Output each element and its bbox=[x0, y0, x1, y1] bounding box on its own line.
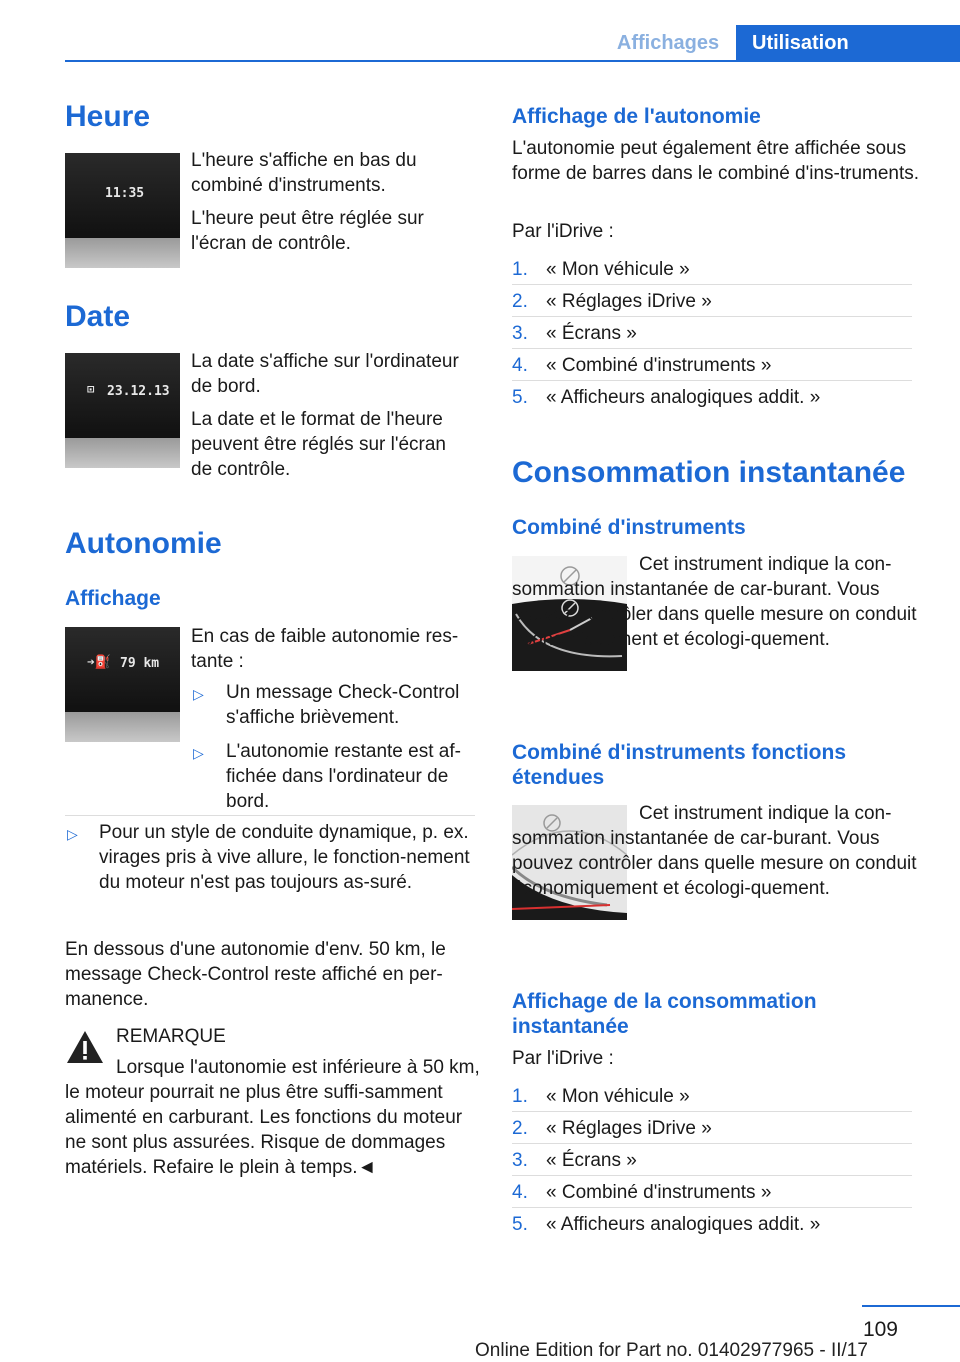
affichage-subheading: Affichage bbox=[65, 587, 161, 610]
remarque-label: REMARQUE bbox=[116, 1026, 226, 1047]
combine-fonctions-etendues-heading: Combiné d'instruments fonctions étendues bbox=[512, 741, 847, 789]
consommation-heading: Consommation instantanée bbox=[512, 456, 906, 489]
remarque-text: Lorsque l'autonomie est inférieure à 50 km, le moteur pourrait ne plus être suffi-samment alimenté en carburant. Les fonctions du moteur ne sont plus assurées. Risque de dommages matériels. Refaire le plein à temps.◄ bbox=[65, 1057, 480, 1178]
display-bezel bbox=[65, 712, 180, 742]
tab-affichages: Affichages bbox=[616, 32, 720, 54]
par-idrive-label: Par l'iDrive : bbox=[512, 221, 614, 242]
display-bezel bbox=[65, 438, 180, 468]
tab-utilisation: Utilisation bbox=[736, 25, 960, 62]
range-value: 79 km bbox=[120, 656, 160, 671]
bullet-triangle-icon: ▷ bbox=[193, 745, 204, 761]
heure-text-1: L'heure s'affiche en bas du combiné d'instruments. bbox=[191, 150, 417, 196]
date-value: 23.12.13 bbox=[107, 384, 170, 399]
date-display-image bbox=[65, 353, 180, 468]
combine-text: Cet instrument indique la con-sommation instantanée de car-burant. Vous pouvez contrôler dans quelle mesure on conduit économiquement et écologi-quement. bbox=[512, 554, 917, 650]
autonomie-paragraph: En dessous d'une autonomie d'env. 50 km, le message Check-Control reste affiché en per-manence. bbox=[65, 939, 446, 1010]
header-rule bbox=[65, 60, 960, 62]
affichage-autonomie-text: L'autonomie peut également être affichée sous forme de barres dans le combiné d'ins-truments. bbox=[512, 138, 920, 184]
bullet-item: Pour un style de conduite dynamique, p. ex. virages pris à vive allure, le fonction-nement du moteur n'est pas toujours as-suré. bbox=[99, 822, 470, 893]
list-item: 5. « Afficheurs analogiques addit. » bbox=[512, 387, 821, 408]
combine-heading: Combiné d'instruments bbox=[512, 516, 746, 539]
footer-rule bbox=[862, 1305, 960, 1307]
idrive-steps-list-2 bbox=[512, 1084, 912, 1244]
edition-footer: Online Edition for Part no. 01402977965 - II/17 bbox=[475, 1340, 868, 1361]
list-item: 1. « Mon véhicule » bbox=[512, 1084, 912, 1116]
list-item: 3. « Écrans » bbox=[512, 321, 912, 353]
page-number: 109 bbox=[862, 1318, 898, 1341]
list-item: 2. « Réglages iDrive » bbox=[512, 1116, 912, 1148]
list-item: 5. « Afficheurs analogiques addit. » bbox=[512, 1214, 821, 1235]
list-item: 2. « Réglages iDrive » bbox=[512, 289, 912, 321]
list-item: 4. « Combiné d'instruments » bbox=[512, 353, 912, 385]
affichage-autonomie-heading: Affichage de l'autonomie bbox=[512, 105, 761, 128]
par-idrive-label-2: Par l'iDrive : bbox=[512, 1048, 614, 1069]
autonomie-heading: Autonomie bbox=[65, 527, 222, 560]
list-item: 3. « Écrans » bbox=[512, 1148, 912, 1180]
bullet-triangle-icon: ▷ bbox=[193, 686, 204, 702]
range-display-image bbox=[65, 627, 180, 742]
calendar-icon: ⊡ bbox=[87, 382, 95, 396]
list-item: 4. « Combiné d'instruments » bbox=[512, 1180, 912, 1212]
clock-value: 11:35 bbox=[105, 186, 145, 201]
autonomie-intro: En cas de faible autonomie res-tante : bbox=[191, 626, 459, 672]
heure-text-2: L'heure peut être réglée sur l'écran de contrôle. bbox=[191, 208, 424, 254]
display-bezel bbox=[65, 238, 180, 268]
bullet-item: Un message Check-Control s'affiche brièvement. bbox=[226, 682, 460, 728]
bullet-triangle-icon: ▷ bbox=[67, 826, 78, 842]
heure-heading: Heure bbox=[65, 100, 151, 133]
fuel-pump-icon: ➔⛽ bbox=[87, 655, 112, 670]
date-text-1: La date s'affiche sur l'ordinateur de bord. bbox=[191, 351, 459, 397]
date-heading: Date bbox=[65, 300, 131, 333]
combine-fonctions-etendues-text: Cet instrument indique la con-sommation instantanée de car-burant. Vous pouvez contrôler dans quelle mesure on conduit économiquement et écologi-quement. bbox=[512, 803, 917, 899]
divider bbox=[65, 815, 475, 816]
bullet-item: L'autonomie restante est af-fichée dans l'ordinateur de bord. bbox=[226, 741, 461, 812]
date-text-2: La date et le format de l'heure peuvent être réglés sur l'écran de contrôle. bbox=[191, 409, 446, 480]
idrive-steps-list bbox=[512, 257, 912, 417]
clock-display-image bbox=[65, 153, 180, 268]
affichage-consommation-heading: Affichage de la consommation instantanée bbox=[512, 990, 817, 1038]
list-item: 1. « Mon véhicule » bbox=[512, 257, 912, 289]
